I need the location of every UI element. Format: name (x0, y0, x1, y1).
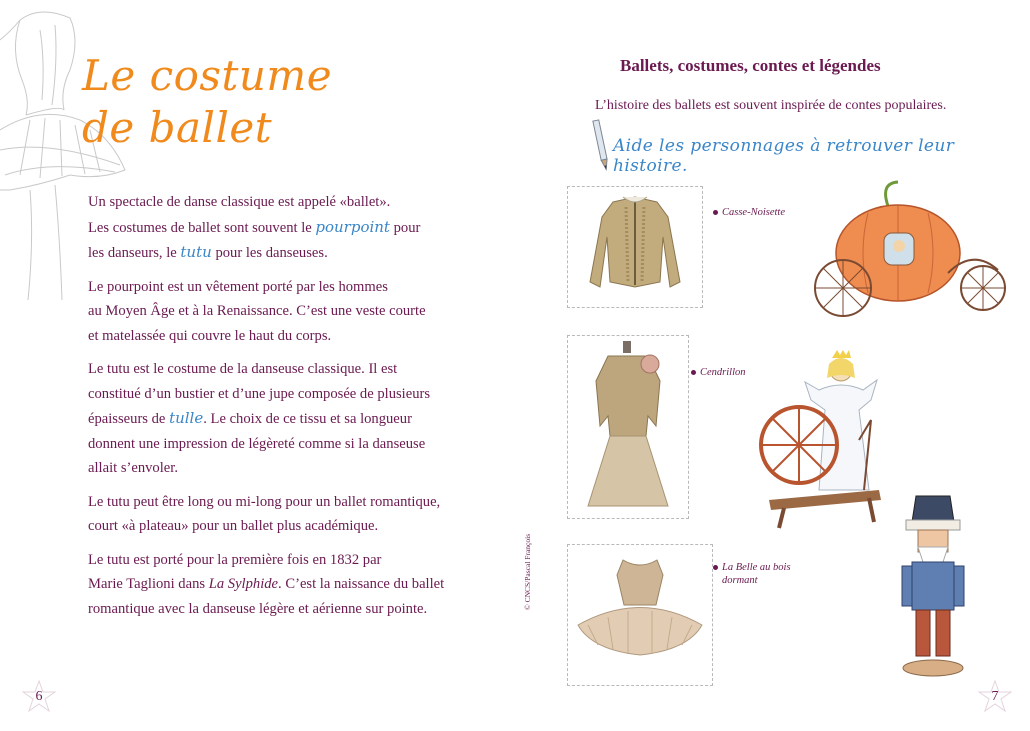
p3-line-e: donnent une impression de légèreté comme si la danseuse (88, 435, 426, 452)
right-page (515, 0, 1030, 731)
story-label-belle-au-bois-dormant[interactable] (722, 561, 791, 587)
paragraph-1 (88, 190, 488, 266)
p1-line-c: pour (389, 219, 421, 236)
photo-credit: © CNCS/Pascal François (523, 533, 532, 610)
p1-line-e: pour les danseuses. (211, 245, 328, 261)
p3-line-b: constitué d’un bustier et d’une jupe composée de plusieurs (88, 385, 431, 402)
p5-line-b: Marie Taglioni dans (88, 576, 209, 592)
page-title (82, 50, 332, 154)
p2-line-c: et matelassée qui couvre le haut du corps. (88, 327, 332, 344)
p2-line-b: au Moyen Âge et à la Renaissance. C’est une veste courte (88, 303, 426, 319)
story-label-casse-noisette[interactable]: Casse-Noisette (722, 207, 785, 218)
page-number-right-text: 7 (991, 689, 999, 704)
activity-instruction: Aide les personnages à retrouver leur histoire. (613, 136, 955, 176)
classical-tutu-icon (568, 545, 712, 685)
page-number-left-text: 6 (35, 689, 43, 704)
p1-line-d: les danseurs, le (88, 245, 181, 261)
label-line-1: La Belle au bois (722, 562, 791, 573)
p5-line-a: Le tutu est porté pour la première fois en 1832 par (88, 551, 382, 568)
article-body (88, 190, 488, 630)
p3-line-c: épaisseurs de (88, 411, 170, 427)
label-dot (713, 210, 718, 215)
pencil-icon (591, 118, 611, 172)
story-label-cendrillon[interactable]: Cendrillon (700, 367, 746, 378)
p5-line-c: . C’est la naissance du ballet (278, 576, 445, 592)
activity-heading: Ballets, costumes, contes et légendes (620, 56, 881, 75)
p3-line-f: allait s’envoler. (88, 460, 178, 476)
p4-line-b: court «à plateau» pour un ballet plus académique. (88, 518, 379, 534)
paragraph-5 (88, 548, 488, 622)
doublet-jacket-icon (568, 187, 702, 307)
p2-line-a: Le pourpoint est un vêtement porté par les hommes (88, 278, 388, 295)
p3-line-a: Le tutu est le costume de la danseuse classique. Il est (88, 361, 398, 377)
pumpkin-carriage-icon[interactable] (798, 178, 1018, 333)
page-number-right (978, 680, 1012, 714)
label-dot (713, 565, 718, 570)
paragraph-4 (88, 490, 488, 539)
princess-spinning-wheel-icon[interactable] (759, 350, 899, 530)
costume-card-doublet[interactable] (567, 186, 703, 308)
paragraph-2 (88, 275, 488, 349)
term-tulle: tulle (169, 409, 204, 427)
title-line-1: Le costume (82, 51, 333, 100)
p4-line-a: Le tutu peut être long ou mi-long pour un ballet romantique, (88, 493, 441, 510)
term-tutu: tutu (180, 243, 212, 261)
nutcracker-icon[interactable] (898, 492, 968, 678)
label-dot (691, 370, 696, 375)
page-number-left (22, 680, 56, 714)
term-pourpoint: pourpoint (315, 217, 390, 236)
costume-card-tutu[interactable] (567, 544, 713, 686)
p1-line-a: Un spectacle de danse classique est appelé «ballet». (88, 194, 391, 210)
title-line-2: de ballet (82, 103, 273, 152)
costume-card-dress[interactable] (567, 335, 689, 519)
label-line-2: dormant (722, 575, 758, 586)
work-la-sylphide: La Sylphide (208, 576, 279, 592)
p5-line-d: romantique avec la danseuse légère et aérienne sur pointe. (88, 600, 428, 617)
paragraph-3 (88, 357, 488, 481)
p3-line-d: . Le choix de ce tissu et sa longueur (203, 411, 412, 427)
activity-intro: L’histoire des ballets est souvent inspirée de contes populaires. (595, 98, 947, 113)
p1-line-b: Les costumes de ballet sont souvent le (88, 219, 316, 236)
romantic-dress-icon (568, 336, 688, 518)
